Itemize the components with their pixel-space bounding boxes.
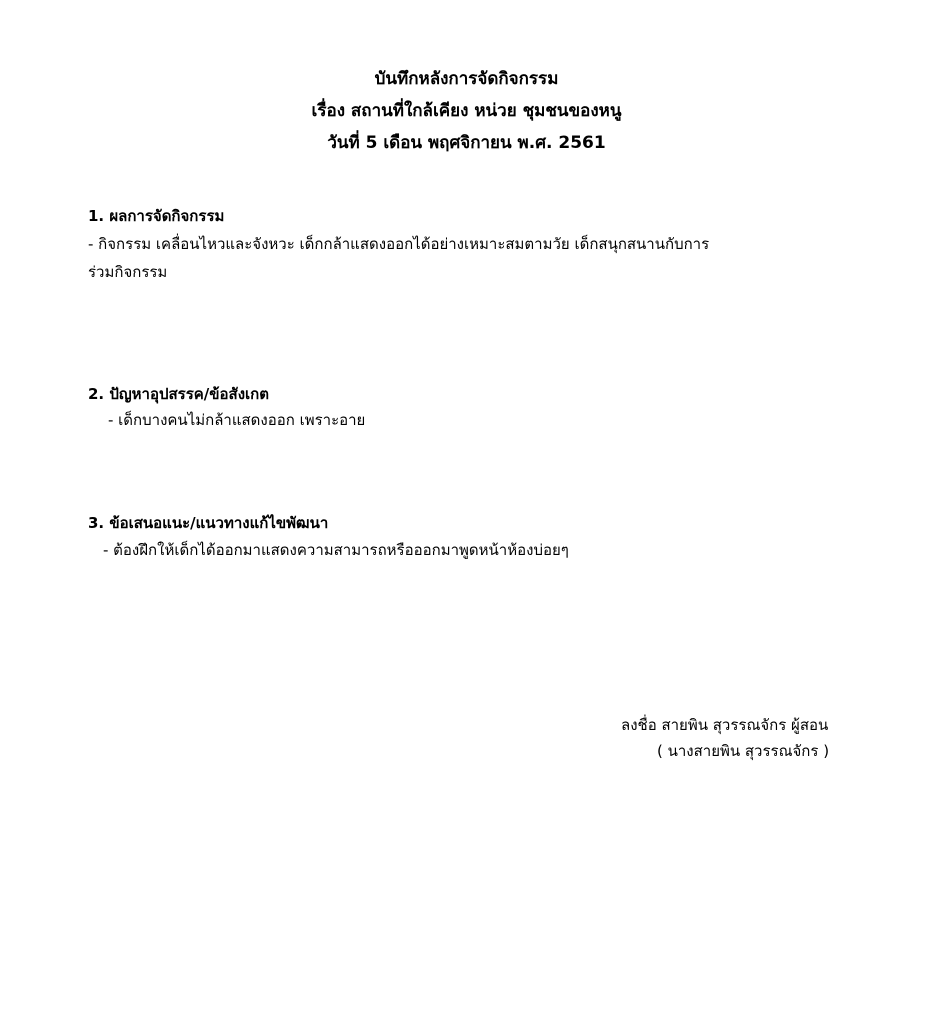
signature-name: ( นางสายพิน สุวรรณจักร ): [657, 742, 830, 760]
document-subject: เรื่อง สถานที่ใกล้เคียง หน่วย ชุมชนของหนู: [311, 101, 622, 121]
document-title: บันทึกหลังการจัดกิจกรรม: [374, 69, 559, 89]
document-date: วันที่ 5 เดือน พฤศจิกายน พ.ศ. 2561: [327, 133, 606, 153]
section-heading-suggestions: 3. ข้อเสนอแนะ/แนวทางแก้ไขพัฒนา: [88, 514, 329, 532]
signature-line: ลงชื่อ สายพิน สุวรรณจักร ผู้สอน: [621, 716, 829, 734]
section-text-problems-line-1: - เด็กบางคนไม่กล้าแสดงออก เพราะอาย: [108, 411, 366, 429]
section-text-suggestions-line-1: - ต้องฝึกให้เด็กได้ออกมาแสดงความสามารถหรือออกมาพูดหน้าห้องบ่อยๆ: [103, 541, 569, 559]
section-text-results-line-1: - กิจกรรม เคลื่อนไหวและจังหวะ เด็กกล้าแสดงออกได้อย่างเหมาะสมตามวัย เด็กสนุกสนานกับการ: [88, 235, 710, 253]
section-heading-results: 1. ผลการจัดกิจกรรม: [88, 207, 225, 225]
section-heading-problems: 2. ปัญหาอุปสรรค/ข้อสังเกต: [88, 385, 269, 403]
section-text-results-line-2: ร่วมกิจกรรม: [88, 263, 168, 281]
